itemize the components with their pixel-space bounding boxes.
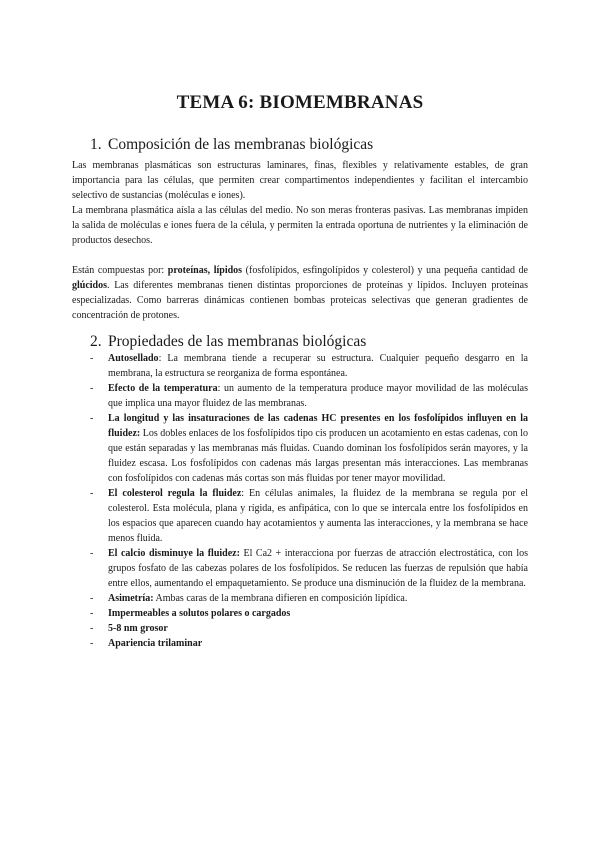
list-item: [72, 381, 528, 411]
list-dash: -: [90, 548, 94, 559]
paragraph-1: Las membranas plasmáticas son estructuras laminares, finas, flexibles y relativamente estables, de gran importancia para las células, que permiten crear compartimentos independientes y facilitan el intercambio selectivo de sustancias (moléculas e iones).: [72, 160, 528, 201]
list-dash: -: [90, 353, 94, 364]
page-title: TEMA 6: BIOMEMBRANAS: [176, 92, 424, 113]
list-dash: -: [90, 623, 94, 634]
item-text: Ambas caras de la membrana difieren en composición lipídica.: [153, 593, 408, 604]
item-text: : La membrana tiende a recuperar su estructura. Cualquier pequeño desgarro en la membrana, la estructura se reorganiza de forma espontánea.: [108, 353, 528, 379]
section-1-number: 1.: [90, 136, 102, 153]
paragraph-3: [72, 263, 528, 323]
list-dash: -: [90, 383, 94, 394]
p3-bold-2: glúcidos: [72, 280, 108, 291]
item-bold: Impermeables a solutos polares o cargados: [108, 608, 291, 619]
p3-text-2: (fosfolípidos, esfingolípidos y colesterol) y una pequeña cantidad de: [242, 265, 529, 276]
list-dash: -: [90, 638, 94, 649]
item-bold: El calcio disminuye la fluidez:: [108, 548, 240, 559]
item-bold: La longitud y las insaturaciones de las cadenas HC presentes en los fosfolípidos influyen en la fluidez:: [108, 413, 528, 439]
p3-text-3: . Las diferentes membranas tienen distintas proporciones de proteínas y lípidos. Incluyen proteínas especializadas. Como barreras dinámicas contienen bombas proteicas selectivas que generan gradientes de concentración de protones.: [72, 280, 528, 321]
document-page: [72, 92, 528, 651]
item-text: El Ca2 + interacciona por fuerzas de atracción electrostática, con los grupos fosfato de las cabezas polares de los fosfolípidos. Se reducen las fuerzas de repulsión que había entre ellos, aumentando el empaquetamiento. Se produce una disminución de la fluidez de la membrana.: [108, 548, 528, 589]
paragraph-2: La membrana plasmática aísla a las células del medio. No son meras fronteras pasivas. Las membranas impiden la salida de moléculas e iones fuera de la célula, y permiten la entrada oportuna de nutrientes y la eliminación de productos desechos.: [72, 205, 528, 246]
list-dash: -: [90, 608, 94, 619]
section-1-title: Composición de las membranas biológicas: [108, 136, 374, 153]
item-bold: Apariencia trilaminar: [108, 638, 203, 649]
item-bold: Autosellado: [108, 353, 159, 364]
list-dash: -: [90, 593, 94, 604]
item-text: : un aumento de la temperatura produce mayor movilidad de las moléculas que implica una mayor fluidez de las membranas.: [108, 383, 528, 409]
list-dash: -: [90, 488, 94, 499]
properties-list: [72, 351, 528, 651]
section-2-title: Propiedades de las membranas biológicas: [108, 333, 367, 350]
list-item: [72, 351, 528, 381]
p3-text-1: Están compuestas por:: [72, 265, 168, 276]
item-bold: 5-8 nm grosor: [108, 623, 168, 634]
p3-bold-1: proteínas, lípidos: [167, 265, 243, 276]
section-1-heading: [90, 136, 528, 154]
item-text: : En células animales, la fluidez de la membrana se regula por el colesterol. Esta molécula, plana y rígida, es anfipática, con lo que se intercala entre los fosfolípidos en los espacios que aparecen cuando hay acotamientos y aumenta las interacciones, y la membrana se hace menos fluida.: [108, 488, 528, 544]
list-item: [72, 636, 528, 651]
spacer: [72, 248, 528, 263]
section-2-number: 2.: [90, 333, 102, 350]
list-dash: -: [90, 413, 94, 424]
list-item: [72, 606, 528, 621]
item-bold: Asimetría:: [108, 593, 154, 604]
list-item: [72, 591, 528, 606]
list-item: [72, 486, 528, 546]
list-item: [72, 411, 528, 486]
list-item: [72, 621, 528, 636]
item-bold: Efecto de la temperatura: [108, 383, 218, 394]
item-text: Los dobles enlaces de los fosfolípidos tipo cis producen un acotamiento en estas cadenas, con lo que están separadas y las membranas más fluidas. Cuando dominan los fosfolípidos serán mayores, y la fluidez escasa. Los fosfolípidos con cadenas más largas presentan más interacciones. Las membranas con fosfolípidos con cadenas más cortas son más fluidas por tener mayor movilidad.: [108, 428, 528, 484]
section-2-heading: [90, 333, 528, 351]
item-bold: El colesterol regula la fluidez: [108, 488, 242, 499]
list-item: [72, 546, 528, 591]
